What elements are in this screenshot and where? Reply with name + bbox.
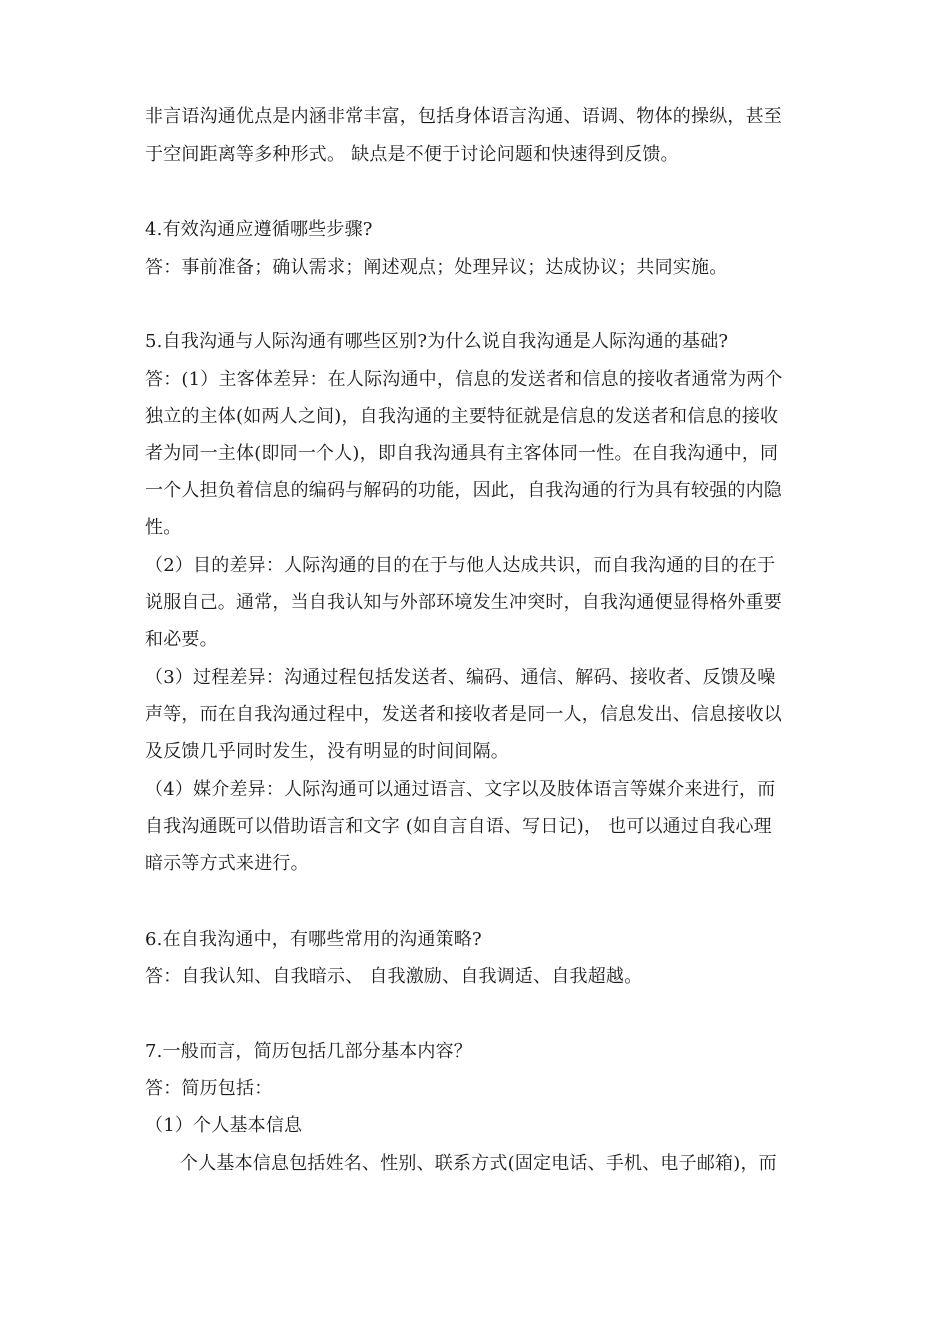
- intro-line-1: 非言语沟通优点是内涵非常丰富，包括身体语言沟通、语调、物体的操纵，甚至: [145, 106, 782, 127]
- q6-question: 6.在自我沟通中，有哪些常用的沟通策略?: [145, 929, 482, 950]
- q5-answer-line: 自我沟通既可以借助语言和文字 (如自言自语、写日记)， 也可以通过自我心理: [145, 816, 772, 837]
- q4-question: 4.有效沟通应遵循哪些步骤?: [145, 219, 373, 240]
- q5-answer-line: 性。: [145, 517, 182, 538]
- q5-answer-line: 及反馈几乎同时发生，没有明显的时间间隔。: [145, 741, 509, 762]
- intro-line-2: 于空间距离等多种形式。 缺点是不便于讨论问题和快速得到反馈。: [145, 144, 679, 165]
- q7-sub-text: 个人基本信息包括姓名、性别、联系方式(固定电话、手机、电子邮箱)，而: [180, 1153, 777, 1174]
- q7-question: 7.一般而言，简历包括几部分基本内容？: [145, 1041, 472, 1062]
- q5-answer-line: 说服自己。通常，当自我认知与外部环境发生冲突时，自我沟通便显得格外重要: [145, 592, 782, 613]
- q5-answer-line: （3）过程差异：沟通过程包括发送者、编码、通信、解码、接收者、反馈及噪: [145, 667, 776, 688]
- q5-answer-line: 暗示等方式来进行。: [145, 853, 309, 874]
- q5-answer-line: 独立的主体(如两人之间)，自我沟通的主要特征就是信息的发送者和信息的接收: [145, 406, 779, 427]
- q7-answer-intro: 答：简历包括：: [145, 1078, 273, 1099]
- q5-answer-line: （4）媒介差异：人际沟通可以通过语言、文字以及肢体语言等媒介来进行，而: [145, 779, 776, 800]
- q5-answer-line: 答：(1）主客体差异：在人际沟通中，信息的发送者和信息的接收者通常为两个: [145, 369, 783, 390]
- q7-sub-heading: （1）个人基本信息: [145, 1115, 303, 1136]
- q5-answer-line: （2）目的差异：人际沟通的目的在于与他人达成共识，而自我沟通的目的在于: [145, 555, 776, 576]
- q4-answer: 答：事前准备；确认需求；阐述观点；处理异议；达成协议；共同实施。: [145, 257, 728, 278]
- q5-answer-line: 一个人担负着信息的编码与解码的功能，因此，自我沟通的行为具有较强的内隐: [145, 480, 782, 501]
- q5-answer-line: 声等，而在自我沟通过程中，发送者和接收者是同一人，信息发出、信息接收以: [145, 704, 782, 725]
- q5-question: 5.自我沟通与人际沟通有哪些区别?为什么说自我沟通是人际沟通的基础?: [145, 331, 729, 352]
- q6-answer: 答：自我认知、自我暗示、 自我激励、自我调适、自我超越。: [145, 966, 643, 987]
- q5-answer-line: 和必要。: [145, 629, 218, 650]
- q5-answer-line: 者为同一主体(即同一个人)，即自我沟通具有主客体同一性。在自我沟通中，同: [145, 443, 779, 464]
